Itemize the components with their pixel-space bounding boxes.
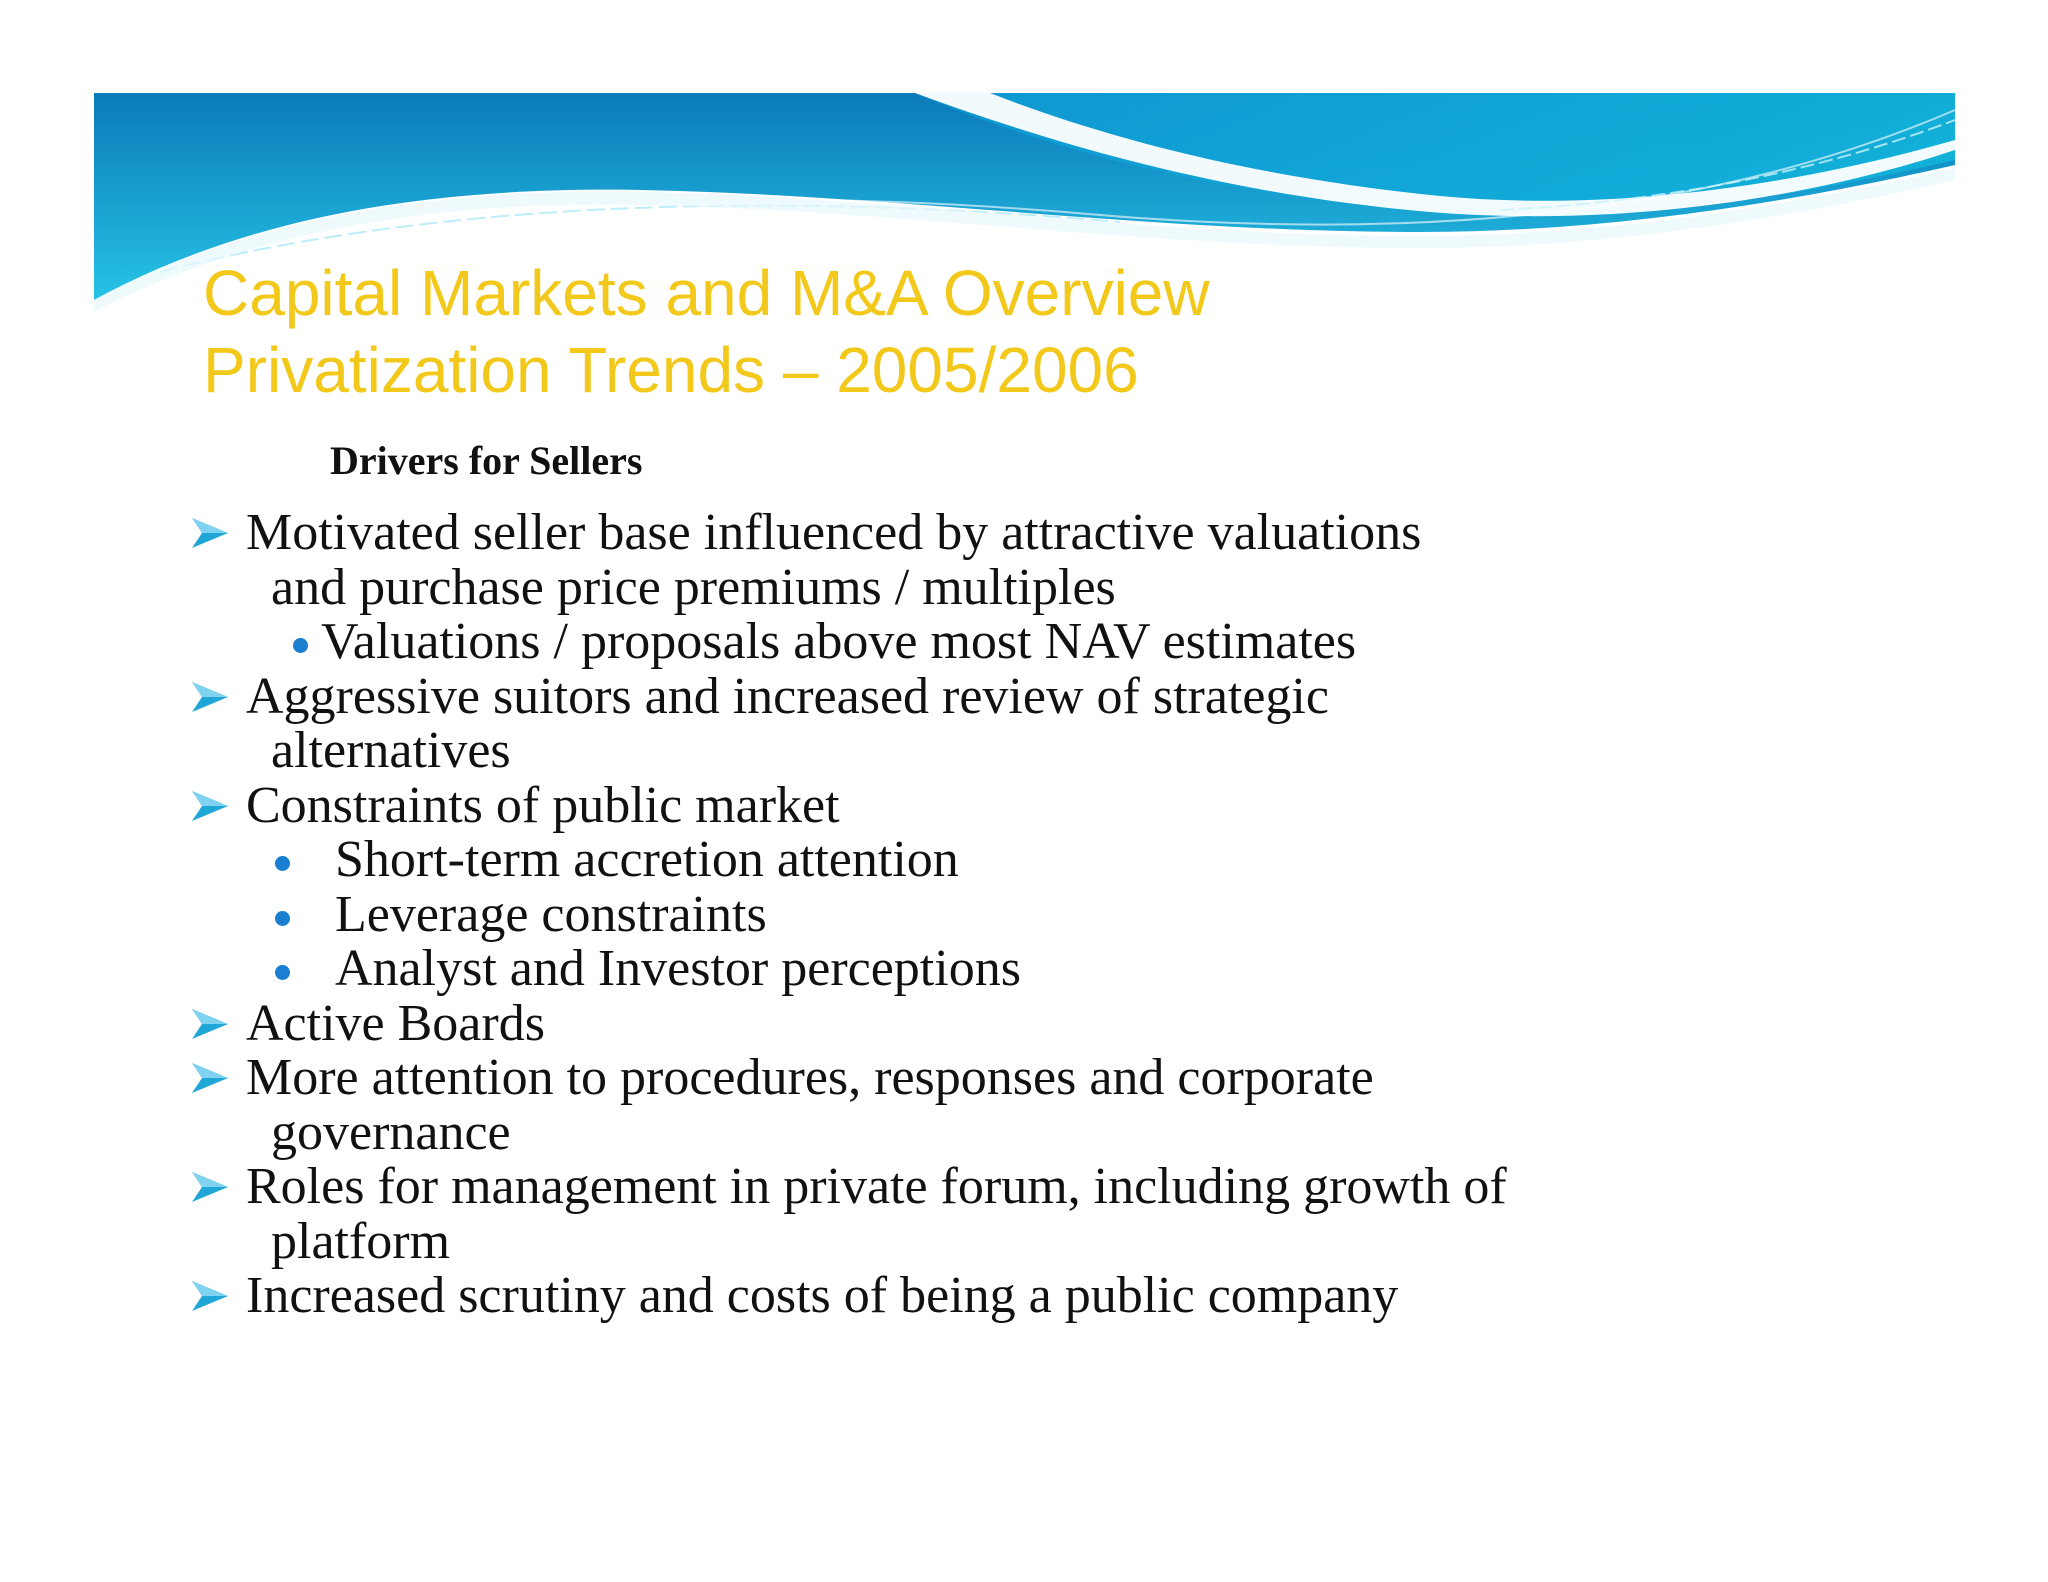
bullet-item <box>190 667 1690 779</box>
bullet-text: Constraints of public market <box>246 776 840 834</box>
arrow-bullet-icon <box>190 1279 230 1313</box>
bullet-text: Active Boards <box>246 994 545 1052</box>
bullet-item <box>190 994 1690 1052</box>
bullet-text-continued: platform <box>271 1212 451 1270</box>
title-line-1: Capital Markets and M&A Overview <box>203 257 1210 329</box>
bullet-text: Aggressive suitors and increased review of strategic <box>246 667 1329 725</box>
dot-bullet-icon <box>275 965 290 980</box>
bullet-text-continued: governance <box>271 1103 511 1161</box>
bullet-item <box>190 776 1690 834</box>
dot-bullet-icon <box>275 856 290 871</box>
bullet-text: Motivated seller base influenced by attractive valuations <box>246 504 1422 561</box>
bullet-item <box>190 506 1690 615</box>
slide-title <box>203 255 1210 409</box>
arrow-bullet-icon <box>190 1170 230 1204</box>
sub-bullet-text: Short-term accretion attention <box>335 831 959 888</box>
arrow-bullet-icon <box>190 789 230 823</box>
section-subheading: Drivers for Sellers <box>330 438 643 483</box>
bullet-item <box>190 1160 1690 1269</box>
bullet-text-continued: and purchase price premiums / multiples <box>271 558 1116 616</box>
dot-bullet-icon <box>275 911 290 926</box>
title-line-2: Privatization Trends – 2005/2006 <box>203 334 1139 406</box>
arrow-bullet-icon <box>190 1007 230 1041</box>
sub-bullet-item <box>190 942 1690 997</box>
sub-bullet-item <box>190 885 1690 943</box>
arrow-bullet-icon <box>190 516 230 550</box>
arrow-bullet-icon <box>190 680 230 714</box>
sub-bullet-text: Leverage constraints <box>335 885 767 943</box>
sub-bullet-text: Valuations / proposals above most NAV estimates <box>321 613 1357 670</box>
bullet-text: Roles for management in private forum, including growth of <box>246 1158 1507 1215</box>
sub-bullet-text: Analyst and Investor perceptions <box>335 940 1021 997</box>
sub-bullet-item <box>190 833 1690 888</box>
bullet-item <box>190 1051 1690 1160</box>
dot-bullet-icon <box>293 638 308 653</box>
arrow-bullet-icon <box>190 1061 230 1095</box>
bullet-text-continued: alternatives <box>271 722 511 779</box>
bullet-text: More attention to procedures, responses and corporate <box>246 1049 1374 1106</box>
bullet-list <box>190 506 1690 1324</box>
sub-bullet-item <box>190 615 1690 670</box>
bullet-item <box>190 1269 1690 1324</box>
bullet-text: Increased scrutiny and costs of being a public company <box>246 1267 1399 1324</box>
